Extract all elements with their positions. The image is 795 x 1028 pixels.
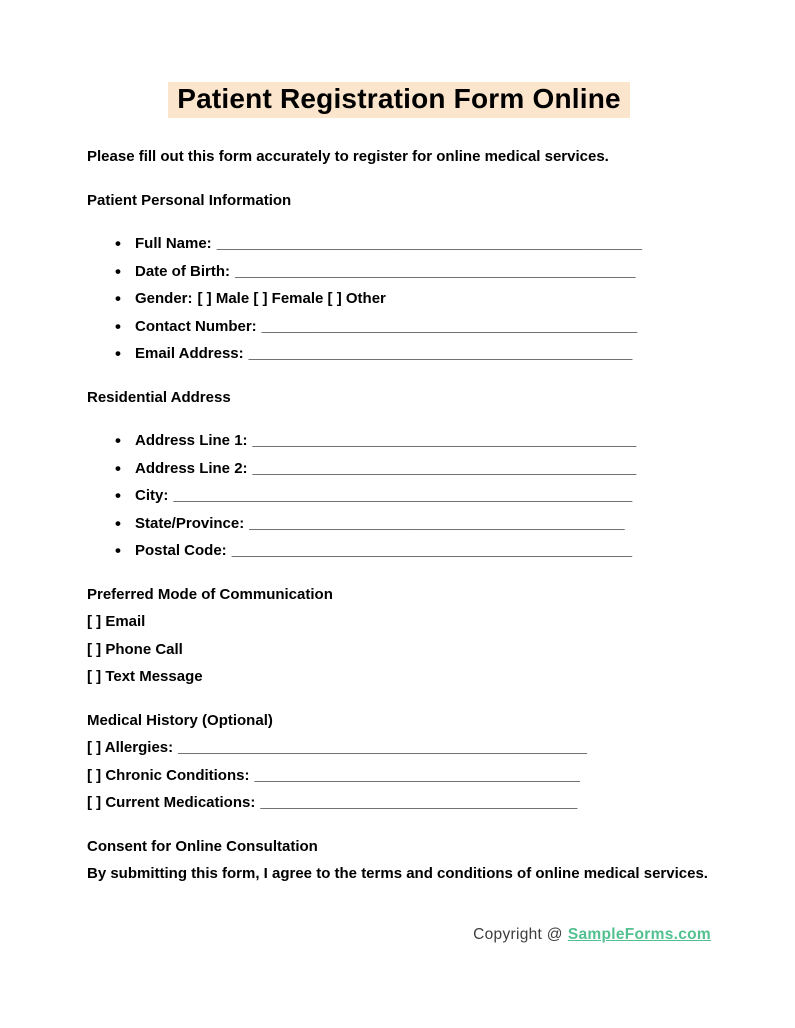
field-label: State/Province: <box>135 514 245 532</box>
fill-line: _____________________________________________ <box>261 317 638 335</box>
communication-option-phone-call: [ ] Phone Call <box>87 640 183 658</box>
list-item-date-of-birth <box>87 258 711 286</box>
fill-line: _____________________________________________ <box>249 514 625 532</box>
list-item-gender <box>87 285 711 313</box>
fill-line: ________________________________________________ <box>235 262 636 280</box>
list-item-postal-code <box>87 537 711 565</box>
list-item-address-line-1 <box>87 427 711 455</box>
list-item-city <box>87 482 711 510</box>
personal-info-list <box>87 230 711 368</box>
field-label: Gender: <box>135 290 193 307</box>
section-heading-communication: Preferred Mode of Communication <box>87 585 333 603</box>
field-label: [ ] Chronic Conditions: <box>87 766 250 784</box>
field-label: Postal Code: <box>135 542 227 559</box>
intro-text: Please fill out this form accurately to register for online medical services. <box>87 148 609 165</box>
field-label: Address Line 1: <box>135 432 248 449</box>
field-label: [ ] Current Medications: <box>87 794 256 811</box>
title-highlight: Patient Registration Form Online <box>168 82 630 118</box>
page-title <box>87 82 711 118</box>
medical-item-allergies <box>87 734 711 762</box>
fill-line: ______________________________________________ <box>252 432 637 449</box>
medical-item-chronic-conditions <box>87 762 711 790</box>
fill-line: _______________________________________________________ <box>173 487 633 504</box>
field-label: Email Address: <box>135 345 244 362</box>
fill-line: ___________________________________________________ <box>216 235 643 252</box>
fill-line: ________________________________________________ <box>231 542 633 559</box>
field-label: Address Line 2: <box>135 459 248 477</box>
list-item-email-address <box>87 340 711 368</box>
list-item-contact-number <box>87 313 711 341</box>
footer <box>87 926 711 944</box>
section-heading-address: Residential Address <box>87 388 231 406</box>
list-item-state-province <box>87 510 711 538</box>
list-item-full-name <box>87 230 711 258</box>
gender-checkbox-options: [ ] Male [ ] Female [ ] Other <box>197 290 386 307</box>
communication-option-text-message: [ ] Text Message <box>87 668 203 685</box>
fill-line: ______________________________________________ <box>252 459 637 477</box>
fill-line: _______________________________________ <box>254 766 580 784</box>
section-heading-personal: Patient Personal Information <box>87 191 292 209</box>
field-label: City: <box>135 487 169 504</box>
field-label: Date of Birth: <box>135 262 230 280</box>
fill-line: _________________________________________________ <box>178 739 587 756</box>
field-label: Full Name: <box>135 235 212 252</box>
section-heading-medical: Medical History (Optional) <box>87 711 273 729</box>
field-label: Contact Number: <box>135 317 257 335</box>
list-item-address-line-2 <box>87 455 711 483</box>
communication-section <box>87 581 711 691</box>
consent-section <box>87 833 711 888</box>
section-heading-consent: Consent for Online Consultation <box>87 837 318 855</box>
medical-item-current-medications <box>87 789 711 817</box>
copyright-text: Copyright @ <box>473 925 563 943</box>
communication-option-email: [ ] Email <box>87 613 146 630</box>
consent-body: By submitting this form, I agree to the terms and conditions of online medical services. <box>87 865 708 882</box>
medical-history-section <box>87 707 711 817</box>
fill-line: ______________________________________ <box>260 794 578 811</box>
address-list <box>87 427 711 565</box>
footer-link[interactable]: SampleForms.com <box>567 925 711 943</box>
field-label: [ ] Allergies: <box>87 739 174 756</box>
fill-line: ______________________________________________ <box>248 345 633 362</box>
